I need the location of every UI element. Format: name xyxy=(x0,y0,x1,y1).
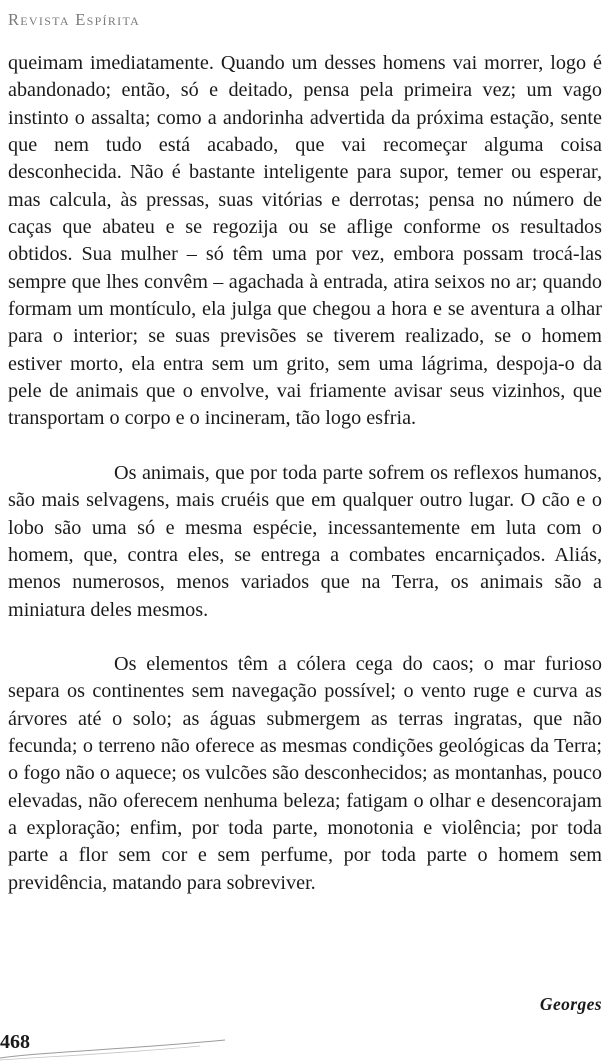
paragraph-animals: Os animais, que por toda parte sofrem os reflexos humanos, são mais selvagens, mais cruéis que em qualquer outro lugar. O cão e o lobo são uma só e mesma espécie, incessantemente em luta com o homem, que, contra eles, se entrega a combates encarniçados. Aliás, menos numerosos, menos variados que na Terra, os animais são a miniatura deles mesmos. xyxy=(8,461,602,621)
page-number: 468 xyxy=(0,1031,30,1053)
paragraph-continuation: queimam imediatamente. Quando um desses homens vai morrer, logo é abandonado; então, só e deitado, pensa pela primeira vez; um vago instinto o assalta; como a andorinha advertida da próxima estação, sente que nem tudo está acabado, que vai recomeçar alguma coisa desconhecida. Não é bastante inteligente para supor, temer ou esperar, mas calcula, às pressas, suas vitórias e derrotas; pensa no número de caças que abateu e se regozija ou se aflige conforme os resultados obtidos. Sua mulher – só têm uma por vez, embora possam trocá-las sempre que lhes convêm – agachada à entrada, atira seixos no ar; quando formam um montículo, ela julga que chegou a hora e se aventura a olhar para o interior; se suas previsões se tiverem realizado, se o homem estiver morto, ela entra sem um grito, sem uma lágrima, despoja-o da pele de animais que o envolve, vai friamente avisar seus vizinhos, que transportam o corpo e o incineram, tão logo esfria. xyxy=(8,52,602,430)
paragraph-elements: Os elementos têm a cólera cega do caos; o mar furioso separa os continentes sem navegação possível; o vento ruge e curva as árvores até o solo; as águas submergem as terras ingratas, que não fecunda; o terreno não oferece as mesmas condições geológicas da Terra; o fogo não o aquece; os vulcões são desconhecidos; as montanhas, pouco elevadas, não oferecem nenhuma beleza; fatigam o olhar e desencorajam a exploração; enfim, por toda parte, monotonia e violência; por toda parte a flor sem cor e sem perfume, por toda parte o homem sem previdência, matando para sobreviver. xyxy=(8,652,602,894)
author-signature: Georges xyxy=(539,994,602,1014)
body-text xyxy=(8,50,602,897)
folio-ornament xyxy=(0,1020,230,1062)
running-head: Revista Espírita xyxy=(8,10,141,29)
